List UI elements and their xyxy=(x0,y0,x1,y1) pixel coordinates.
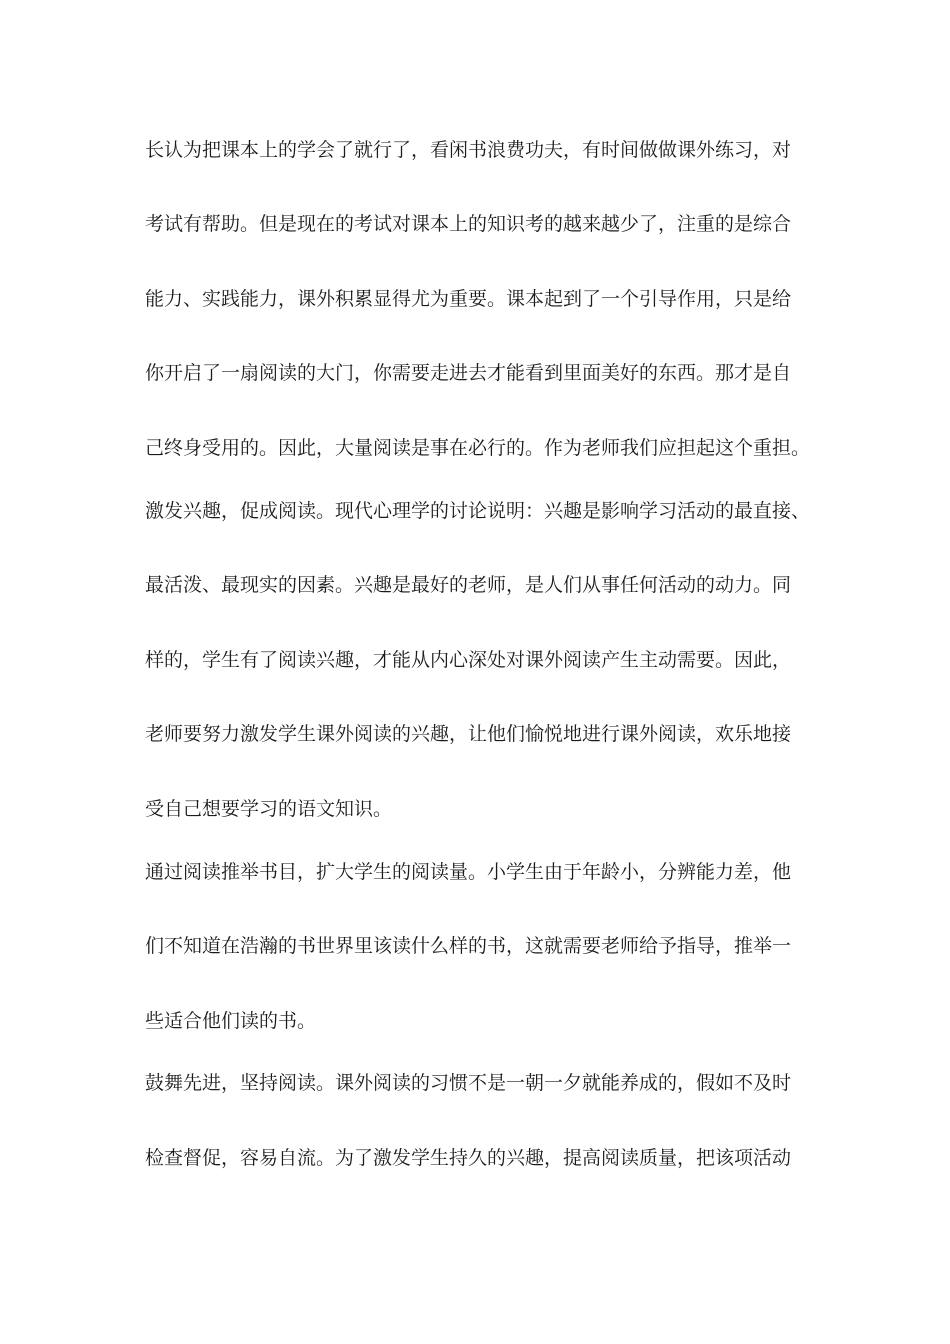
text-line: 激发兴趣，促成阅读。现代心理学的讨论说明：兴趣是影响学习活动的最直接、 xyxy=(145,500,811,522)
text-line: 你开启了一扇阅读的大门，你需要走进去才能看到里面美好的东西。那才是自 xyxy=(145,362,792,384)
text-line: 通过阅读推举书目，扩大学生的阅读量。小学生由于年龄小，分辨能力差，他 xyxy=(145,861,792,883)
text-line: 鼓舞先进，坚持阅读。课外阅读的习惯不是一朝一夕就能养成的，假如不及时 xyxy=(145,1072,792,1094)
text-line: 受自己想要学习的语文知识。 xyxy=(145,798,393,820)
text-line: 长认为把课本上的学会了就行了，看闲书浪费功夫，有时间做做课外练习，对 xyxy=(145,139,792,161)
text-line: 样的，学生有了阅读兴趣，才能从内心深处对课外阅读产生主动需要。因此， xyxy=(145,649,792,671)
text-line: 些适合他们读的书。 xyxy=(145,1010,317,1032)
text-line: 己终身受用的。因此，大量阅读是事在必行的。作为老师我们应担起这个重担。 xyxy=(145,437,811,459)
text-line: 老师要努力激发学生课外阅读的兴趣，让他们愉悦地进行课外阅读，欢乐地接 xyxy=(145,723,792,745)
text-line: 考试有帮助。但是现在的考试对课本上的知识考的越来越少了，注重的是综合 xyxy=(145,213,792,235)
text-line: 最活泼、最现实的因素。兴趣是最好的老师，是人们从事任何活动的动力。同 xyxy=(145,574,792,596)
text-line: 能力、实践能力，课外积累显得尤为重要。课本起到了一个引导作用，只是给 xyxy=(145,288,792,310)
text-line: 检查督促，容易自流。为了激发学生持久的兴趣，提高阅读质量，把该项活动 xyxy=(145,1147,792,1169)
text-line: 们不知道在浩瀚的书世界里该读什么样的书，这就需要老师给予指导，推举一 xyxy=(145,935,792,957)
